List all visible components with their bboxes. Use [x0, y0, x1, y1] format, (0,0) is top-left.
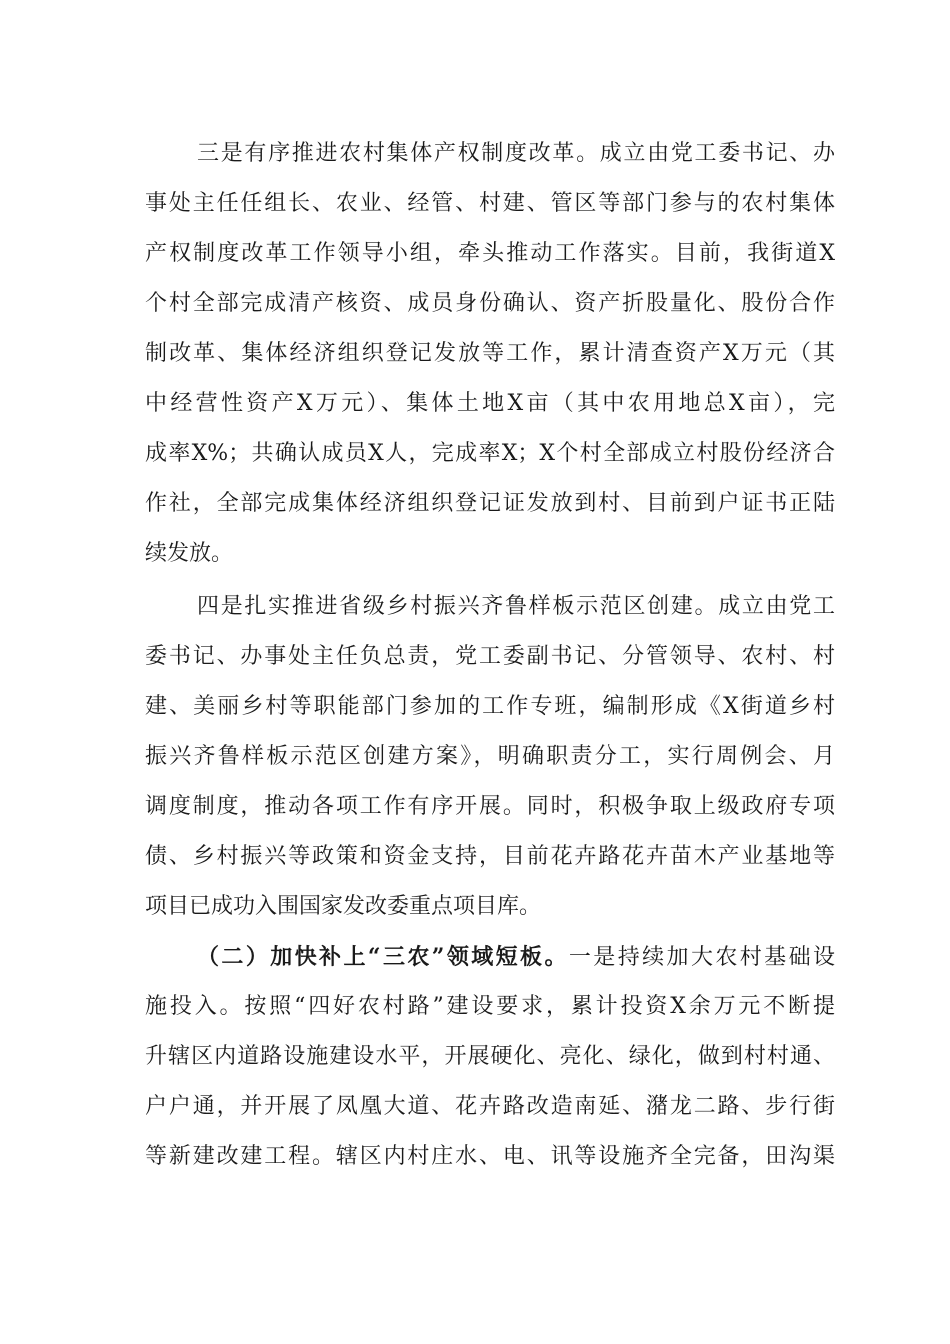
paragraph-1-line-3: 产权制度改革工作领导小组，牵头推动工作落实。目前，我街道X — [145, 241, 835, 266]
paragraph-1-line-9: 续发放。 — [145, 541, 234, 566]
paragraph-2-line-4: 振兴齐鲁样板示范区创建方案》，明确职责分工，实行周例会、月 — [145, 744, 835, 769]
paragraph-2-line-7: 项目已成功入围国家发改委重点项目库。 — [145, 894, 542, 919]
paragraph-2-line-2: 委书记、办事处主任负总责，党工委副书记、分管领导、农村、村 — [145, 644, 835, 669]
paragraph-3-line-5: 等新建改建工程。辖区内村庄水、电、讯等设施齐全完备，田沟渠 — [145, 1144, 835, 1169]
paragraph-1-line-5: 制改革、集体经济组织登记发放等工作，累计清查资产X万元（其 — [145, 341, 835, 366]
paragraph-2-line-1: 四是扎实推进省级乡村振兴齐鲁样板示范区创建。成立由党工 — [197, 594, 835, 619]
paragraph-1-line-6: 中经营性资产X万元）、集体土地X亩（其中农用地总X亩），完 — [145, 391, 835, 416]
paragraph-2-line-3: 建、美丽乡村等职能部门参加的工作专班，编制形成《X街道乡村 — [145, 694, 835, 719]
paragraph-1-line-2: 事处主任任组长、农业、经管、村建、管区等部门参与的农村集体 — [145, 191, 835, 216]
paragraph-3-line-1 — [197, 937, 835, 977]
paragraph-3-line-4: 户户通，并开展了凤凰大道、花卉路改造南延、潴龙二路、步行街 — [145, 1094, 835, 1119]
paragraph-1-line-7: 成率X%；共确认成员X人，完成率X；X个村全部成立村股份经济合 — [145, 441, 835, 466]
paragraph-2-line-6: 债、乡村振兴等政策和资金支持，目前花卉路花卉苗木产业基地等 — [145, 844, 835, 869]
paragraph-1-line-8: 作社，全部完成集体经济组织登记证发放到村、目前到户证书正陆 — [145, 491, 835, 516]
paragraph-3-line-3: 升辖区内道路设施建设水平，开展硬化、亮化、绿化，做到村村通、 — [145, 1044, 835, 1069]
section-heading: （二）加快补上“三农”领域短板。 — [197, 944, 569, 970]
paragraph-2-line-5: 调度制度，推动各项工作有序开展。同时，积极争取上级政府专项 — [145, 794, 835, 819]
paragraph-1-line-4: 个村全部完成清产核资、成员身份确认、资产折股量化、股份合作 — [145, 291, 835, 316]
paragraph-3-line-2: 施投入。按照“四好农村路”建设要求，累计投资X余万元不断提 — [145, 994, 835, 1019]
paragraph-1-line-1: 三是有序推进农村集体产权制度改革。成立由党工委书记、办 — [197, 141, 835, 166]
paragraph-3-line-1-rest: 一是持续加大农村基础设 — [568, 945, 835, 970]
